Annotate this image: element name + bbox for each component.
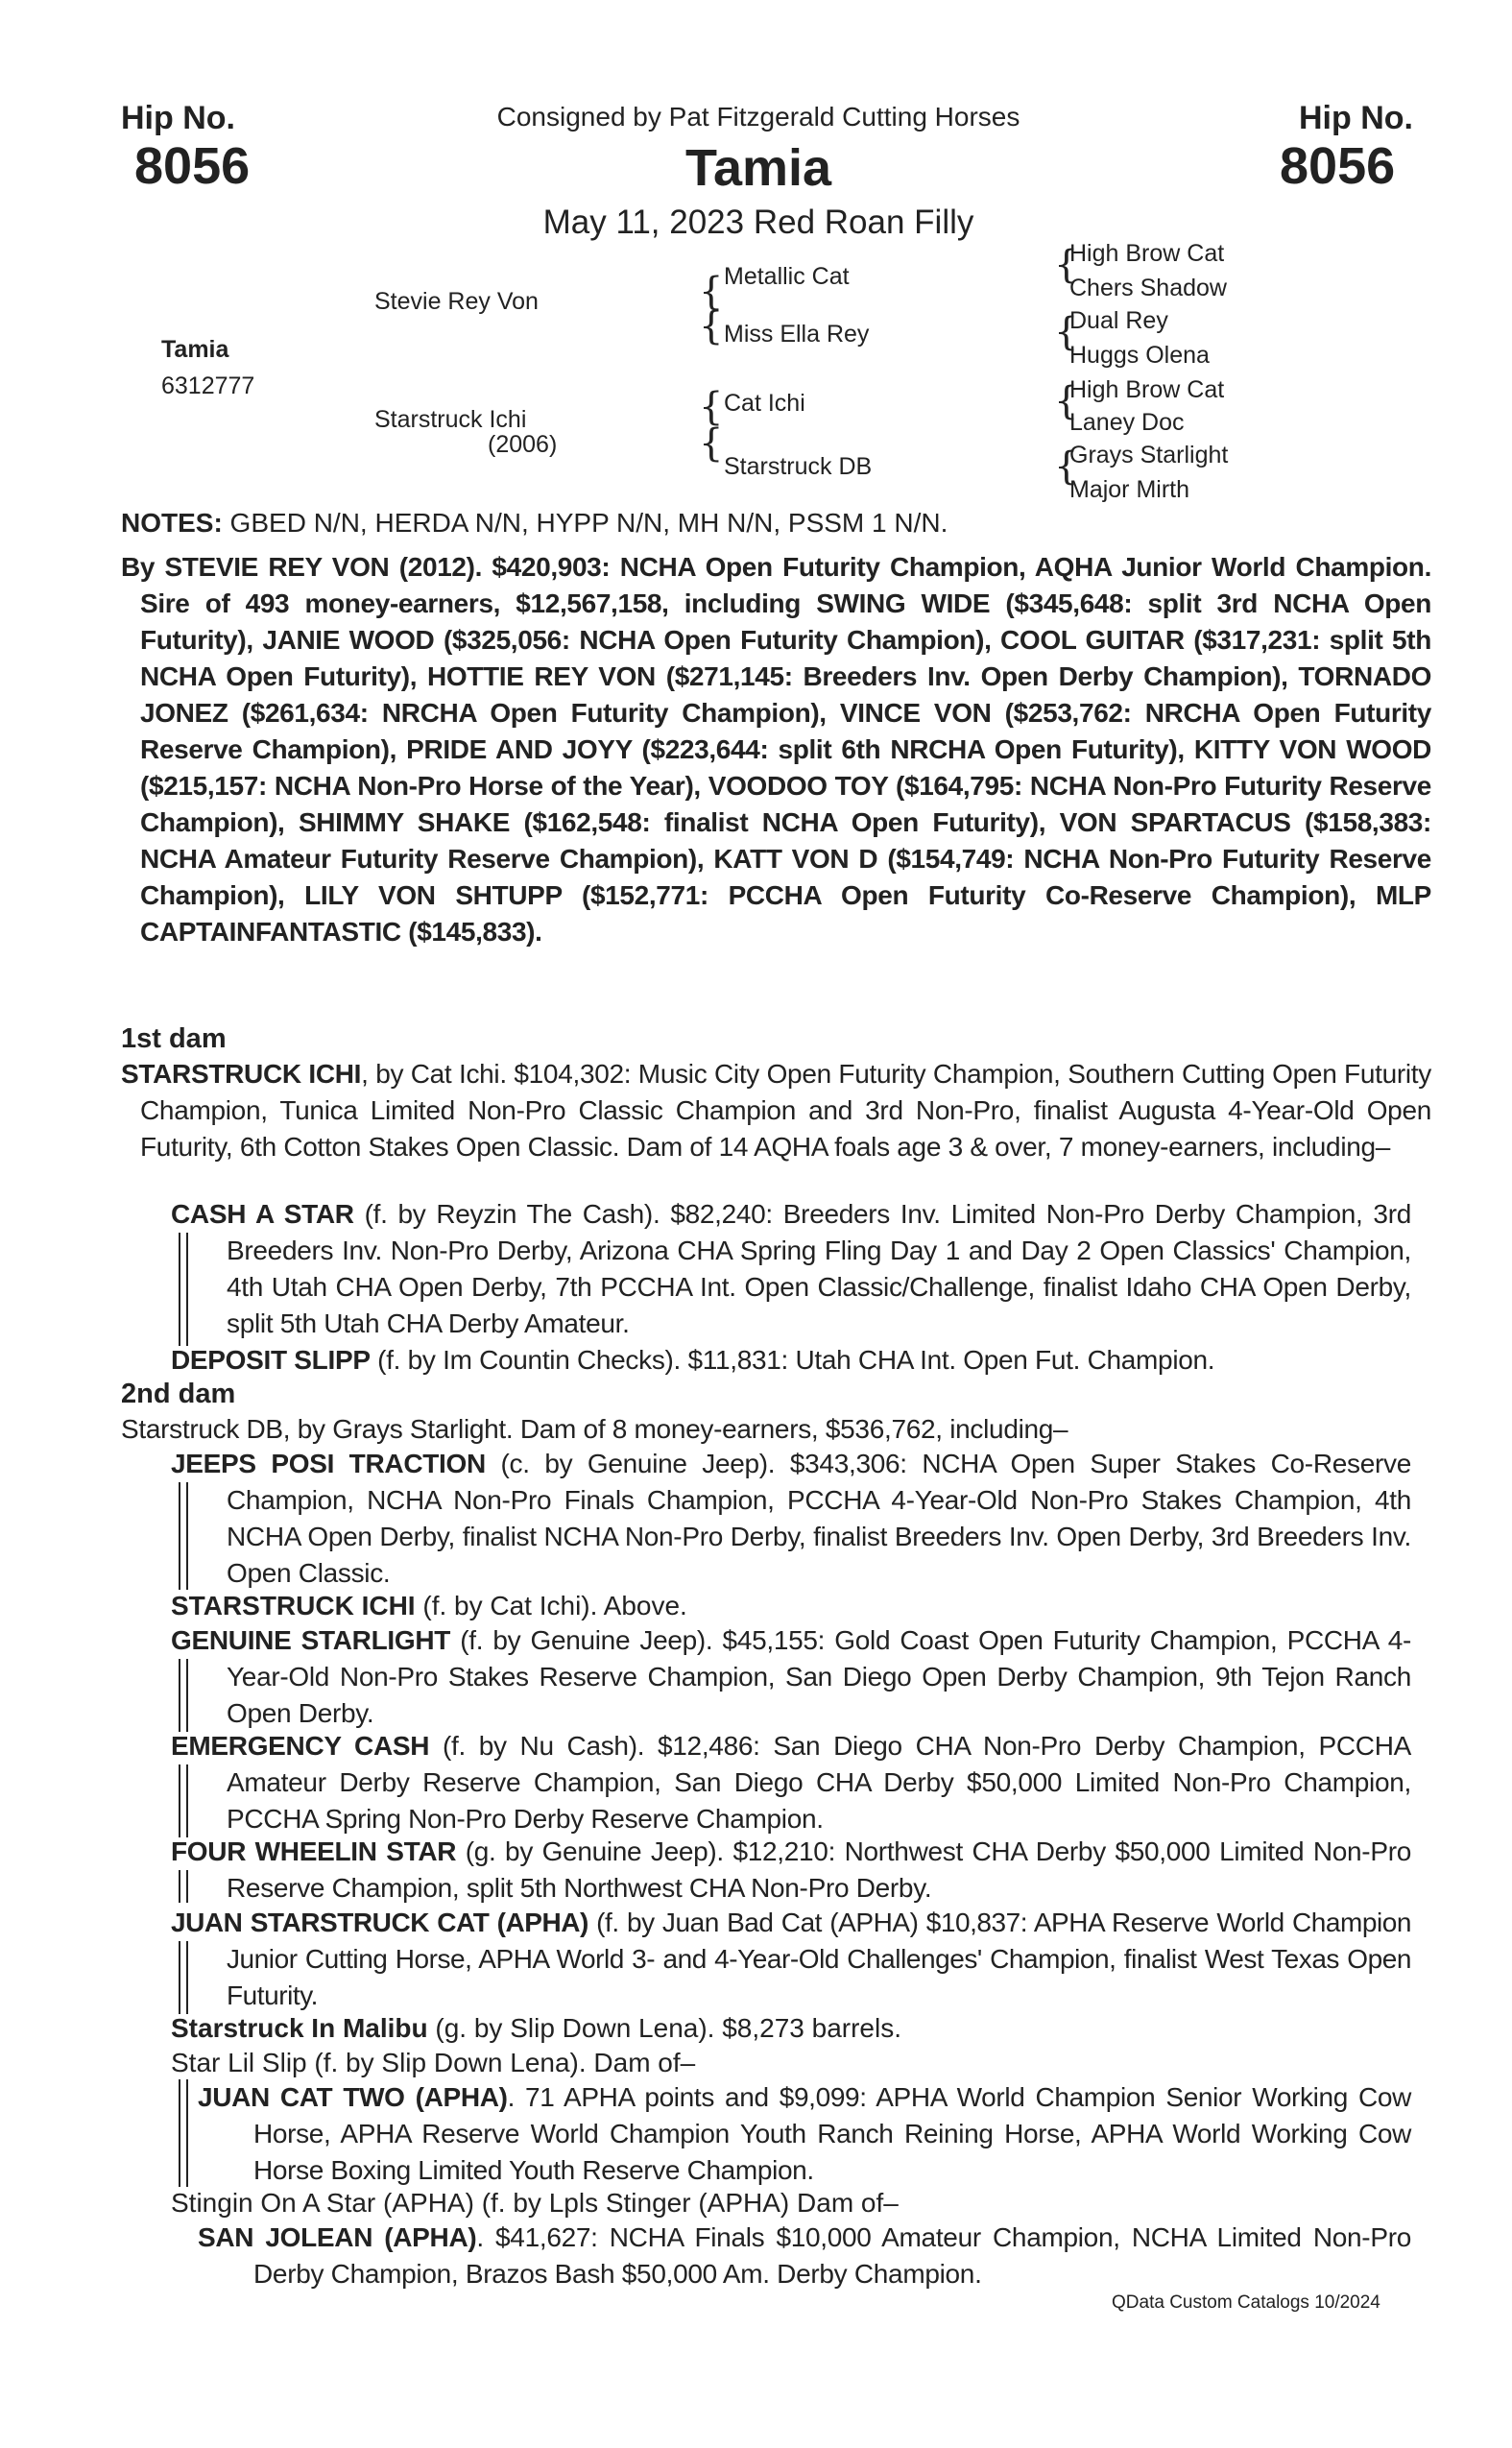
produce-text: (c. by Genuine Jeep). $343,306: NCHA Open Super Stakes Co-Reserve Champion, NCHA Non-Pro Finals Champion, PCCHA 4-Year-Old Non-Pro Stakes Champion, 4th NCHA Open Derby, finalist NCHA Non-Pro Derby, finalist Breeders Inv. Open Derby, 3rd Breeders Inv. Open Classic. [227,1449,1411,1588]
pedigree-ddd: Major Mirth [1069,476,1190,503]
second-dam-produce-3 [171,1622,1411,1732]
pedigree-sire: Stevie Rey Von [374,288,539,315]
pedigree-sds: Dual Rey [1069,307,1168,334]
pedigree-sd: Miss Ella Rey [724,321,870,348]
first-dam-paragraph [121,1056,1431,1165]
hip-label-left: Hip No. [121,100,235,136]
second-dam-produce-7 [171,2010,1411,2047]
produce-name: JEEPS POSI TRACTION [171,1449,486,1478]
produce-bar [179,2079,188,2187]
second-dam-paragraph: Starstruck DB, by Grays Starlight. Dam of 8 money-earners, $536,762, including– [121,1414,1068,1444]
pedigree-subject: Tamia [161,336,229,363]
produce-name: EMERGENCY CASH [171,1731,430,1761]
grand-produce-1 [198,2079,1411,2189]
horse-description: May 11, 2023 Red Roan Filly [542,204,974,241]
hip-label-right: Hip No. [1299,100,1413,136]
produce-text: (f. by Cat Ichi). Above. [415,1591,687,1620]
produce-text: (f. by Reyzin The Cash). $82,240: Breeders Inv. Limited Non-Pro Derby Champion, 3rd Breeders Inv. Non-Pro Derby, Arizona CHA Spring Fling Day 1 and Day 2 Open Classics' Champion, 4th Utah CHA Open Derby, 7th PCCHA Int. Open Classic/Challenge, finalist Idaho CHA Open Derby, split 5th Utah CHA Derby Amateur. [227,1199,1411,1338]
brace-ss: { [1054,243,1079,287]
produce-name: JUAN STARSTRUCK CAT (APHA) [171,1908,588,1937]
pedigree-ss: Metallic Cat [724,263,850,290]
second-dam-produce-8 [171,2045,1411,2081]
produce-text: (f. by Nu Cash). $12,486: San Diego CHA Non-Pro Derby Champion, PCCHA Amateur Derby Reserve Champion, San Diego CHA Derby $50,000 Limited Non-Pro Champion, PCCHA Spring Non-Pro Derby Reserve Champion. [227,1731,1411,1834]
produce-text: (g. by Genuine Jeep). $12,210: Northwest CHA Derby $50,000 Limited Non-Pro Reserve Champion, split 5th Northwest CHA Non-Pro Derby. [227,1836,1411,1903]
footer-credit: QData Custom Catalogs 10/2024 [1112,2292,1380,2313]
pedigree-reg-no: 6312777 [161,372,255,399]
pedigree-dds: Grays Starlight [1069,442,1229,468]
second-dam-produce-6 [171,1905,1411,2014]
brace-sire-lower: { [699,304,724,348]
notes-text: GBED N/N, HERDA N/N, HYPP N/N, MH N/N, PSSM 1 N/N. [222,508,948,538]
produce-text: (f. by Genuine Jeep). $45,155: Gold Coast Open Futurity Champion, PCCHA 4-Year-Old Non-Pro Stakes Reserve Champion, San Diego Open Derby Champion, 9th Tejon Ranch Open Derby. [227,1625,1412,1728]
second-dam-produce-2 [171,1588,1411,1624]
second-dam-heading: 2nd dam [121,1379,236,1409]
pedigree-ds: Cat Ichi [724,390,805,417]
produce-text: Stingin On A Star (APHA) (f. by Lpls Stinger (APHA) Dam of– [171,2188,899,2218]
notes-label: NOTES: [121,508,223,538]
pedigree-sss: High Brow Cat [1069,240,1225,267]
consignor: Consigned by Pat Fitzgerald Cutting Horses [496,102,1020,132]
hip-number-left: 8056 [134,137,251,195]
produce-text: (f. by Juan Bad Cat (APHA) $10,837: APHA Reserve World Champion Junior Cutting Horse, APHA World 3- and 4-Year-Old Challenges' Champion, finalist West Texas Open Futurity. [227,1908,1411,2010]
produce-text: . $41,627: NCHA Finals $10,000 Amateur Champion, NCHA Limited Non-Pro Derby Champion, Brazos Bash $50,000 Am. Derby Champion. [253,2222,1411,2289]
produce-name: STARSTRUCK ICHI [171,1591,416,1620]
horse-name: Tamia [684,139,832,197]
second-dam-produce-1 [171,1446,1411,1592]
first-dam-name: STARSTRUCK ICHI [121,1059,362,1089]
pedigree-dam-year: (2006) [488,431,558,458]
first-dam-produce-2 [171,1342,1411,1379]
produce-name: GENUINE STARLIGHT [171,1625,451,1655]
produce-name: Starstruck In Malibu [171,2013,428,2043]
first-dam-text: , by Cat Ichi. $104,302: Music City Open Futurity Champion, Southern Cutting Open Futurity Champion, Tunica Limited Non-Pro Classic Champion and 3rd Non-Pro, finalist Augusta 4-Year-Old Open Futurity, 6th Cotton Stakes Open Classic. Dam of 14 AQHA foals age 3 & over, 7 money-earners, including– [140,1059,1431,1162]
hip-number-right: 8056 [1280,137,1396,195]
produce-text: (g. by Slip Down Lena). $8,273 barrels. [427,2013,902,2043]
pedigree-dam: Starstruck Ichi [374,406,527,433]
pedigree-sdd: Huggs Olena [1069,342,1210,369]
produce-name: DEPOSIT SLIPP [171,1345,371,1375]
produce-name: FOUR WHEELIN STAR [171,1836,457,1866]
second-dam-produce-9 [171,2185,1411,2221]
second-dam-produce-5 [171,1834,1411,1907]
second-dam-produce-4 [171,1728,1411,1837]
grand-produce-2 [198,2220,1411,2292]
brace-dam-lower: { [699,421,724,466]
brace-dd: { [1054,444,1079,489]
brace-sd: { [1054,310,1079,354]
produce-text: . 71 APHA points and $9,099: APHA World Champion Senior Working Cow Horse, APHA Reserve World Champion Youth Ranch Reining Horse, APHA World Working Cow Horse Boxing Limited Youth Reserve Champion. [253,2082,1412,2185]
sire-paragraph: By STEVIE REY VON (2012). $420,903: NCHA Open Futurity Champion, AQHA Junior World Champion. Sire of 493 money-earners, $12,567,158, including SWING WIDE ($345,648: split 3rd NCHA Open Futurity), JANIE WOOD ($325,056: NCHA Open Futurity Champion), COOL GUITAR ($317,231: split 5th NCHA Open Futurity), HOTTIE REY VON ($271,145: Breeders Inv. Open Derby Champion), TORNADO JONEZ ($261,634: NRCHA Open Futurity Champion), VINCE VON ($253,762: NRCHA Open Futurity Reserve Champion), PRIDE AND JOYY ($223,644: split 6th NRCHA Open Futurity), KITTY VON WOOD ($215,157: NCHA Non-Pro Horse of the Year), VOODOO TOY ($164,795: NCHA Non-Pro Futurity Reserve Champion), SHIMMY SHAKE ($162,548: finalist NCHA Open Futurity), VON SPARTACUS ($158,383: NCHA Amateur Futurity Reserve Champion), KATT VON D ($154,749: NCHA Non-Pro Futurity Reserve Champion), LILY VON SHTUPP ($152,771: PCCHA Open Futurity Co-Reserve Champion), MLP CAPTAINFANTASTIC ($145,833). [121,552,1431,947]
first-dam-produce-1 [171,1196,1411,1342]
notes [121,505,1407,541]
produce-text: Star Lil Slip (f. by Slip Down Lena). Dam of– [171,2048,696,2077]
brace-sire: { [699,270,724,314]
pedigree-dd: Starstruck DB [724,453,873,480]
brace-ds: { [1054,379,1079,423]
produce-name: CASH A STAR [171,1199,354,1229]
first-dam-heading: 1st dam [121,1023,227,1054]
brace-dam: { [699,385,724,429]
produce-name: JUAN CAT TWO (APHA) [198,2082,508,2112]
pedigree-dsd: Laney Doc [1069,409,1185,436]
produce-text: (f. by Im Countin Checks). $11,831: Utah CHA Int. Open Fut. Champion. [370,1345,1215,1375]
produce-name: SAN JOLEAN (APHA) [198,2222,477,2252]
pedigree-dss: High Brow Cat [1069,376,1225,403]
pedigree-ssd: Chers Shadow [1069,275,1227,301]
